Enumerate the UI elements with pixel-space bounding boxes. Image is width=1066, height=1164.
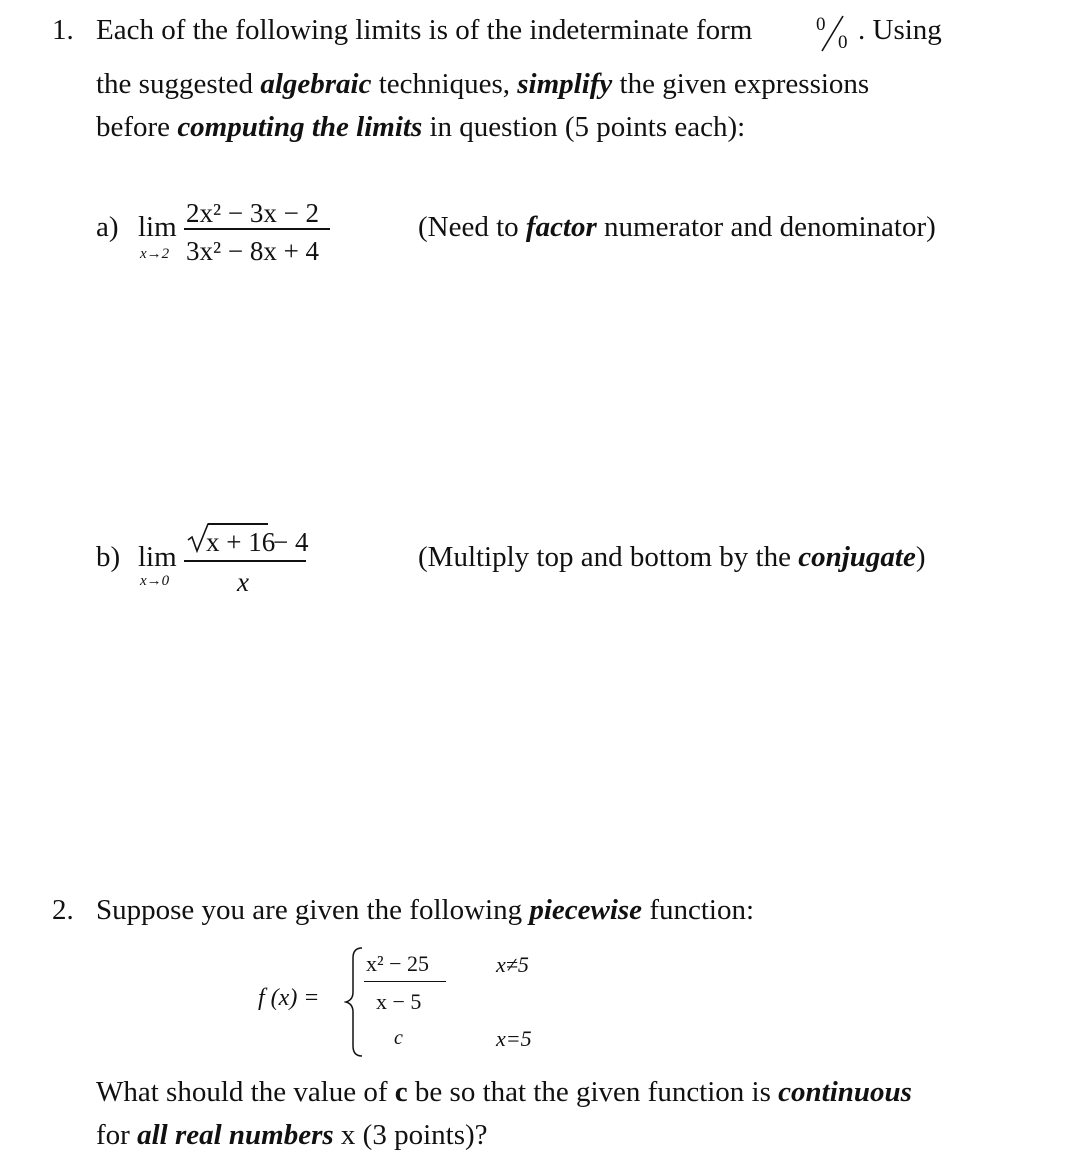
case-1-numerator: x² − 25 (366, 951, 430, 976)
emphasis-simplify: simplify (517, 68, 613, 100)
part-b-lim: lim (138, 541, 177, 573)
question-1-line-3 (96, 113, 745, 142)
part-a-approach: x→2 (140, 246, 170, 262)
case-2-condition: x=5 (496, 1026, 532, 1051)
question-2-number: 2. (52, 894, 74, 926)
q2-line-1-text-a: Suppose you are given the following (96, 894, 530, 926)
emphasis-piecewise: piecewise (529, 894, 643, 926)
part-b-fraction-bar (184, 560, 306, 562)
question-2-line-2 (96, 1078, 912, 1107)
part-a-hint (418, 213, 936, 242)
part-b-numerator-tail: − 4 (273, 527, 309, 557)
question-1-intro: Each of the following limits is of the indeterminate form (96, 14, 753, 46)
form-numerator: 0 (816, 14, 826, 35)
case-1-condition: x≠5 (496, 952, 529, 977)
left-brace-icon (344, 946, 366, 1058)
question-2-line-1 (96, 896, 754, 925)
part-a-lim: lim (138, 211, 177, 243)
line-2-text-c: the given expressions (612, 68, 870, 100)
hint-b-text-a: (Multiply top and bottom by the (418, 541, 799, 573)
q2-question-text-a: What should the value of (96, 1076, 395, 1108)
question-1-number: 1. (52, 14, 74, 46)
radical-vinculum (208, 523, 268, 525)
part-b-radical-argument: x + 16 (206, 527, 276, 557)
line-3-text-a: before (96, 111, 178, 143)
part-a-denominator: 3x² − 8x + 4 (186, 236, 320, 266)
emphasis-conjugate: conjugate (798, 541, 916, 573)
question-1-line-1-end: . Using (858, 14, 942, 46)
part-a-numerator: 2x² − 3x − 2 (186, 198, 320, 228)
hint-b-text-b: ) (915, 541, 926, 573)
part-b-approach: x→0 (140, 573, 170, 589)
emphasis-all-real-numbers: all real numbers (137, 1119, 334, 1151)
part-b-denominator: x (237, 567, 249, 597)
case-2-value: c (394, 1027, 403, 1049)
hint-a-text-a: (Need to (418, 211, 526, 243)
form-denominator: 0 (838, 32, 848, 53)
line-2-text-a: the suggested (96, 68, 261, 100)
q2-question-text-d: x (3 points)? (333, 1119, 488, 1151)
line-2-text-b: techniques, (371, 68, 518, 100)
part-b-hint (418, 543, 926, 572)
part-b-label: b) (96, 541, 121, 573)
question-1-line-1 (96, 16, 752, 45)
emphasis-algebraic: algebraic (260, 68, 372, 100)
function-label: f (x) = (258, 985, 320, 1011)
part-a-fraction-bar (184, 228, 330, 230)
line-3-text-b: in question (5 points each): (422, 111, 746, 143)
hint-a-text-b: numerator and denominator) (596, 211, 936, 243)
emphasis-continuous: continuous (778, 1076, 912, 1108)
case-1-fraction-bar (364, 981, 446, 982)
part-a-label: a) (96, 211, 119, 243)
emphasis-computing-limits: computing the limits (177, 111, 423, 143)
q2-question-text-c: for (96, 1119, 138, 1151)
emphasis-c: c (394, 1076, 408, 1108)
question-2-line-3 (96, 1121, 488, 1150)
q2-line-1-text-b: function: (642, 894, 755, 926)
fraction-slash-icon (816, 14, 856, 54)
question-1-line-2 (96, 70, 869, 99)
case-1-denominator: x − 5 (376, 989, 422, 1014)
q2-question-text-b: be so that the given function is (407, 1076, 779, 1108)
emphasis-factor: factor (525, 211, 597, 243)
